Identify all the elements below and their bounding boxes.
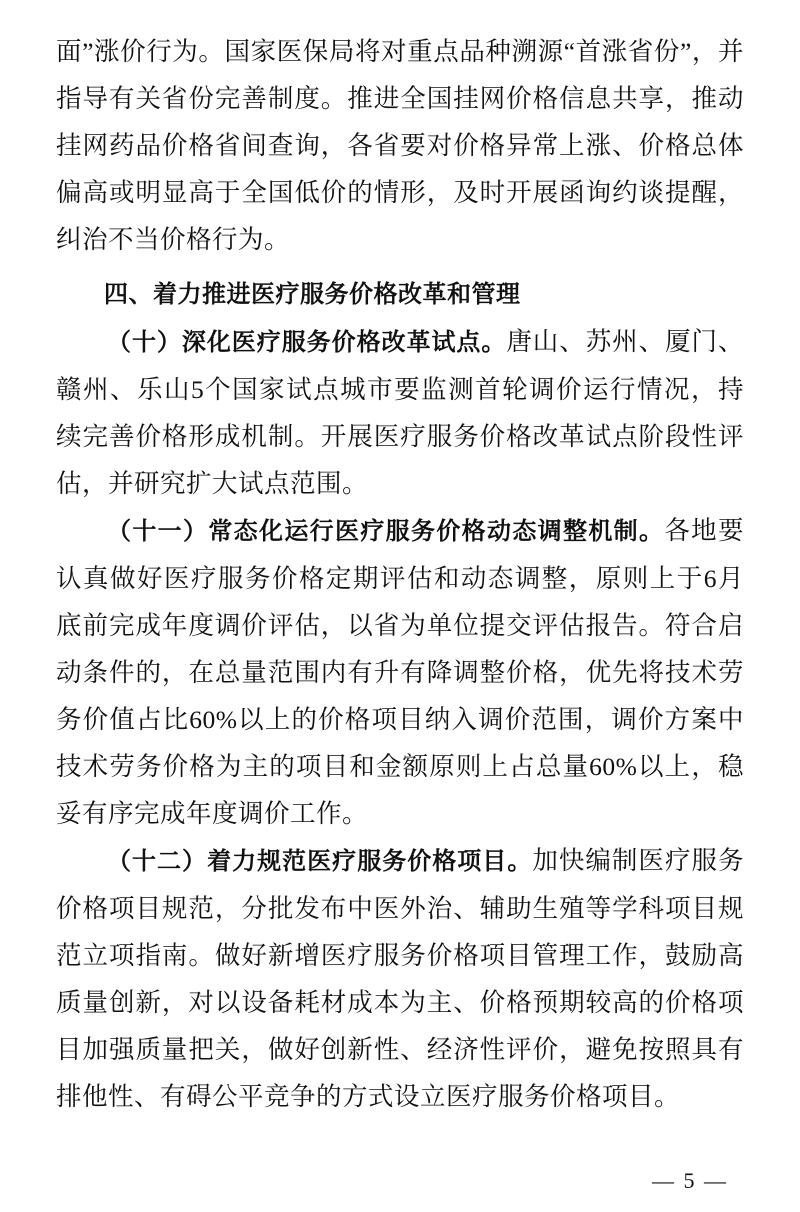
spacer (56, 263, 744, 271)
item-lead-11: （十一）常态化运行医疗服务价格动态调整机制。 (107, 517, 665, 545)
item-paragraph-11 (56, 507, 744, 837)
item-text-11: 各地要认真做好医疗服务价格定期评估和动态调整，原则上于6月底前完成年度调价评估，以省为单位提交评估报告。符合启动条件的，在总量范围内有升有降调整价格，优先将技术劳务价值占比60%以上的价格项目纳入调价范围，调价方案中技术劳务价格为主的项目和金额原则上占总量60%以上，稳妥有序完成年度调价工作。 (56, 516, 744, 828)
item-paragraph-10 (56, 318, 744, 507)
item-lead-10: （十）深化医疗服务价格改革试点。 (107, 328, 507, 356)
page-number: — 5 — (652, 1168, 728, 1193)
item-lead-12: （十二）着力规范医疗服务价格项目。 (107, 847, 533, 875)
item-text-12: 加快编制医疗服务价格项目规范，分批发布中医外治、辅助生殖等学科项目规范立项指南。做好新增医疗服务价格项目管理工作，鼓励高质量创新，对以设备耗材成本为主、价格预期较高的价格项目加强质量把关，做好创新性、经济性评价，避免按照具有排他性、有碍公平竞争的方式设立医疗服务价格项目。 (56, 846, 744, 1111)
item-paragraph-12 (56, 837, 744, 1120)
paragraph-continued: 面”涨价行为。国家医保局将对重点品种溯源“首涨省份”，并指导有关省份完善制度。推进全国挂网价格信息共享，推动挂网药品价格省间查询，各省要对价格异常上涨、价格总体偏高或明显高于全国低价的情形，及时开展函询约谈提醒，纠治不当价格行为。 (56, 37, 744, 254)
section-heading: 四、着力推进医疗服务价格改革和管理 (104, 280, 521, 308)
document-body (56, 28, 744, 1120)
item-text-10: 唐山、苏州、厦门、赣州、乐山5个国家试点城市要监测首轮调价运行情况，持续完善价格形成机制。开展医疗服务价格改革试点阶段性评估，并研究扩大试点范围。 (56, 327, 744, 498)
